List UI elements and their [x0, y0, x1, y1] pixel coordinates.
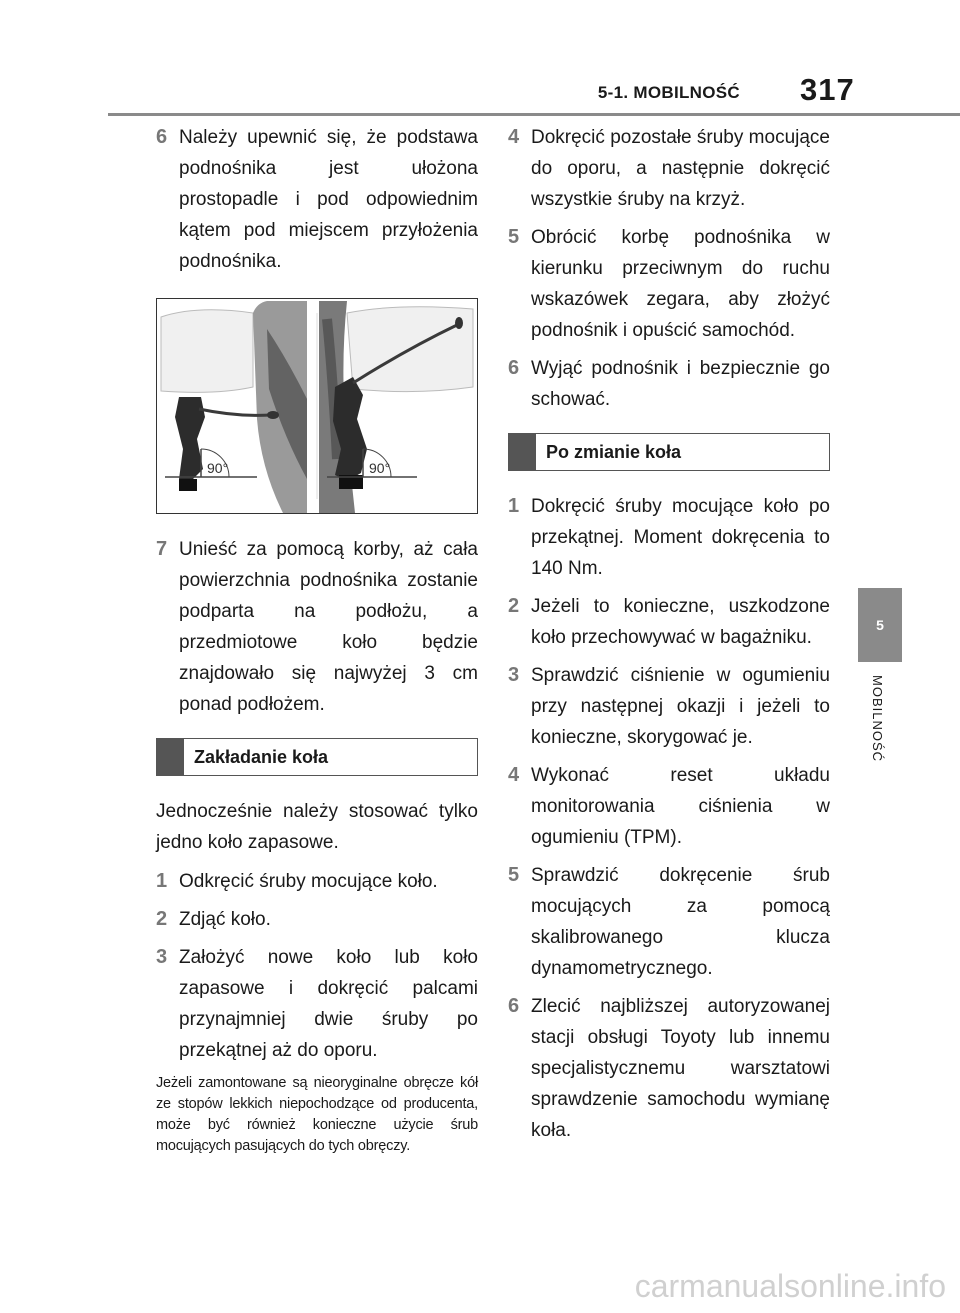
step-item — [508, 860, 830, 984]
right-column — [508, 122, 830, 1153]
step-item — [156, 866, 478, 897]
step-text: Zdjąć koło. — [179, 909, 271, 930]
jack-illustration-graphic — [157, 299, 477, 513]
step-item — [156, 942, 478, 1066]
step-number: 1 — [156, 870, 168, 892]
step-number: 4 — [508, 126, 520, 148]
chapter-tab[interactable] — [858, 588, 902, 662]
step-text: Odkręcić śruby mocujące koło. — [179, 871, 438, 892]
step-text: Sprawdzić dokręcenie śrub mocujących za pomocą skalibrowanego klucza dynamometrycznego. — [531, 865, 830, 979]
angle-label-right: 90° — [369, 460, 391, 476]
step-number: 4 — [508, 764, 520, 786]
section-heading-bar — [157, 739, 184, 775]
note-paragraph: Jeżeli zamontowane są nieoryginalne obręcze kół ze stopów lekkich niepochodzące od producenta, może być również konieczne użycie śrub mocujących pasujących do tych obręczy. — [156, 1075, 478, 1154]
watermark: carmanualsonline.info — [634, 1268, 946, 1304]
step-text: Dokręcić pozostałe śruby mocujące do oporu, a następnie dokręcić wszystkie śruby na krzyż. — [531, 127, 830, 210]
step-item — [508, 491, 830, 584]
step-item — [508, 660, 830, 753]
step-item — [156, 122, 478, 277]
chapter-tab-label: MOBILNOŚĆ — [870, 675, 885, 763]
step-text: Wyjąć podnośnik i bezpiecznie go schować. — [531, 358, 830, 410]
step-number: 3 — [508, 664, 520, 686]
step-text: Sprawdzić ciśnienie w ogumieniu przy następnej okazji i jeżeli to konieczne, skorygować je. — [531, 665, 830, 748]
step-text: Wykonać reset układu monitorowania ciśnienia w ogumieniu (TPM). — [531, 765, 830, 848]
section-header: 5-1. MOBILNOŚĆ — [597, 83, 740, 102]
step-text: Należy upewnić się, że podstawa podnośnika jest ułożona prostopadle i pod odpowiednim kątem pod miejscem przyłożenia podnośnika. — [179, 127, 478, 272]
section-heading-after-change — [508, 433, 830, 471]
jack-illustration — [156, 298, 478, 514]
step-text: Założyć nowe koło lub koło zapasowe i dokręcić palcami przynajmniej dwie śruby po przekątnej aż do oporu. — [179, 947, 478, 1061]
step-number: 2 — [508, 595, 520, 617]
page-number: 317 — [800, 72, 855, 107]
step-item — [156, 904, 478, 935]
right-panel — [319, 301, 473, 513]
step-number: 5 — [508, 864, 520, 886]
section-heading-title: Zakładanie koła — [194, 746, 329, 767]
step-text: Zlecić najbliższej autoryzowanej stacji obsługi Toyoty lub innemu specjalistycznemu warsztatowi sprawdzenie samochodu wymianę koła. — [531, 996, 830, 1141]
step-item — [508, 591, 830, 653]
section-heading-mounting — [156, 738, 478, 776]
step-text: Dokręcić śruby mocujące koło po przekątnej. Moment dokręcenia to 140 Nm. — [531, 496, 830, 579]
step-item — [508, 222, 830, 346]
step-number: 6 — [156, 126, 168, 148]
step-number: 2 — [156, 908, 168, 930]
step-item — [508, 122, 830, 215]
step-text: Jeżeli to konieczne, uszkodzone koło przechowywać w bagażniku. — [531, 596, 830, 648]
section-heading-title: Po zmianie koła — [546, 441, 682, 462]
step-number: 3 — [156, 946, 168, 968]
left-column — [156, 122, 478, 1157]
step-number: 1 — [508, 495, 520, 517]
step-item — [508, 991, 830, 1146]
step-item — [508, 760, 830, 853]
step-item — [508, 353, 830, 415]
step-number: 5 — [508, 226, 520, 248]
intro-paragraph: Jednocześnie należy stosować tylko jedno koło zapasowe. — [156, 801, 478, 853]
angle-label-left: 90° — [207, 460, 229, 476]
step-text: Unieść za pomocą korby, aż cała powierzchnia podnośnika zostanie podparta na podłożu, a przedmiotowe koło będzie znajdowało się najwyżej 3 cm ponad podłożem. — [179, 539, 478, 715]
left-panel — [161, 301, 307, 513]
step-item — [156, 534, 478, 720]
step-number: 6 — [508, 995, 520, 1017]
step-text: Obrócić korbę podnośnika w kierunku przeciwnym do ruchu wskazówek zegara, aby złożyć podnośnik i opuścić samochód. — [531, 227, 830, 341]
section-heading-bar — [509, 434, 536, 470]
step-number: 7 — [156, 538, 168, 560]
step-number: 6 — [508, 357, 520, 379]
header-divider — [108, 113, 960, 116]
chapter-tab-number: 5 — [876, 617, 884, 633]
